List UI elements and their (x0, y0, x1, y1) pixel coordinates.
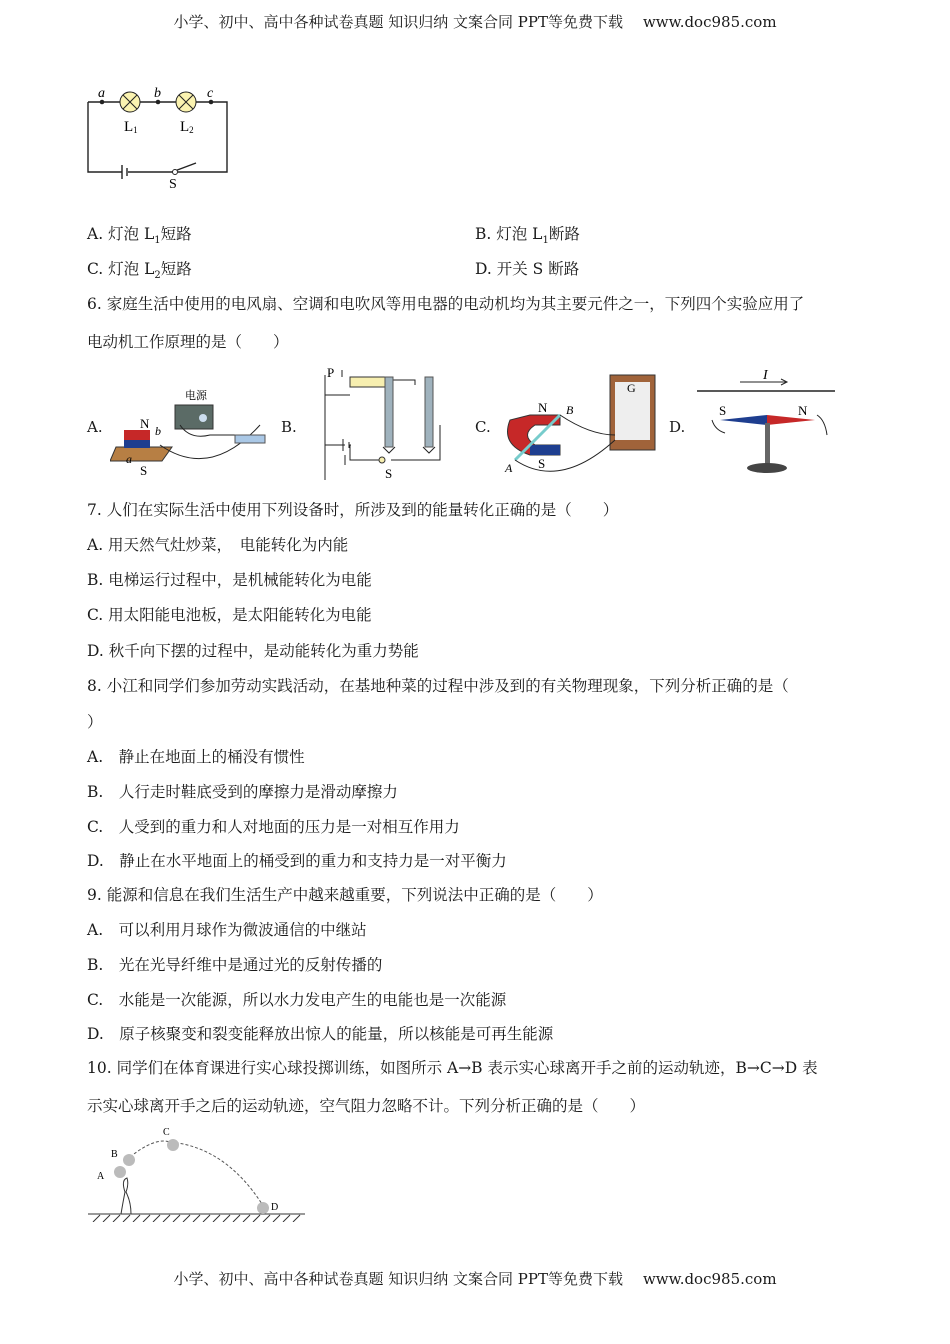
q8-stem-cont: ） (87, 713, 103, 731)
q7-option-c[interactable]: C. 用太阳能电池板，是太阳能转化为电能 (87, 606, 372, 624)
q7-option-d[interactable]: D. 秋千向下摆的过程中，是动能转化为重力势能 (87, 642, 419, 660)
header-site-link[interactable]: www.doc985.com (642, 13, 777, 31)
ball-trajectory-figure (85, 1122, 310, 1222)
rod-b-label: b (155, 424, 161, 438)
rheostat-p-label: P (327, 365, 335, 380)
point-a-label: A (97, 1171, 105, 1182)
q5-option-a[interactable]: A. 灯泡 $L_1$短路 (87, 225, 192, 247)
electromagnet-figure-b (305, 365, 455, 480)
q6-stem-cont: 电动机工作原理的是（ ） (87, 333, 289, 351)
needle-n-label: N (798, 403, 808, 418)
q8-option-b[interactable]: B. 人行走时鞋底受到的摩擦力是滑动摩擦力 (87, 783, 398, 801)
pole-s-label: S (140, 463, 148, 478)
q10-stem-cont: 示实心球离开手之后的运动轨迹，空气阻力忽略不计。下列分析正确的是（ ） (87, 1097, 646, 1115)
power-supply-label: 电源 (185, 390, 207, 402)
switch-label: S (169, 177, 177, 190)
q7-option-a[interactable]: A. 用天然气灶炒菜， 电能转化为内能 (87, 536, 349, 554)
q6-fig-option-a[interactable]: A. (87, 418, 103, 436)
point-label-b: b (154, 86, 161, 101)
q8-option-c[interactable]: C. 人受到的重力和人对地面的压力是一对相互作用力 (87, 818, 460, 836)
page-header (0, 12, 950, 32)
q6-fig-option-c[interactable]: C. (475, 418, 491, 436)
point-d-label: D (271, 1202, 279, 1213)
q9-option-d[interactable]: D. 原子核聚变和裂变能释放出惊人的能量，所以核能是可再生能源 (87, 1025, 554, 1043)
circuit-diagram (84, 85, 234, 190)
magnet-s-label: S (538, 456, 546, 471)
needle-s-label: S (719, 403, 727, 418)
q7-stem: 7. 人们在实际生活中使用下列设备时，所涉及到的能量转化正确的是（ ） (87, 501, 619, 519)
q9-stem: 9. 能源和信息在我们生活生产中越来越重要，下列说法中正确的是（ ） (87, 886, 603, 904)
header-text: 小学、初中、高中各种试卷真题 知识归纳 文案合同 PPT等免费下载 (173, 13, 623, 31)
lamp-label-l1: L1 (124, 119, 138, 135)
q9-option-b[interactable]: B. 光在光导纤维中是通过光的反射传播的 (87, 956, 383, 974)
rod-end-a-label: A (505, 461, 513, 475)
q8-option-a[interactable]: A. 静止在地面上的桶没有惯性 (87, 748, 305, 766)
rod-a-label: a (126, 452, 132, 466)
footer-text: 小学、初中、高中各种试卷真题 知识归纳 文案合同 PPT等免费下载 (173, 1270, 623, 1288)
point-b-label: B (111, 1149, 118, 1160)
oersted-figure-d (695, 365, 840, 480)
motor-experiment-figure-a (110, 385, 275, 480)
generator-figure-c (500, 370, 660, 480)
footer-site-link[interactable]: www.doc985.com (642, 1270, 777, 1288)
galvanometer-label: G (627, 381, 636, 395)
point-c-label: C (163, 1127, 170, 1138)
q9-option-a[interactable]: A. 可以利用月球作为微波通信的中继站 (87, 921, 367, 939)
q8-option-d[interactable]: D. 静止在水平地面上的桶受到的重力和支持力是一对平衡力 (87, 852, 507, 870)
q5-option-c[interactable]: C. 灯泡 $L_2$短路 (87, 260, 192, 282)
q6-stem: 6. 家庭生活中使用的电风扇、空调和电吹风等用电器的电动机均为其主要元件之一，下列四个实验应用了 (87, 295, 805, 313)
lamp-label-l2: L2 (180, 119, 194, 135)
q6-fig-option-b[interactable]: B. (281, 418, 297, 436)
q8-stem: 8. 小江和同学们参加劳动实践活动，在基地种菜的过程中涉及到的有关物理现象，下列分析正确的是（ (87, 677, 789, 695)
q10-stem: 10. 同学们在体育课进行实心球投掷训练，如图所示 A→B 表示实心球离开手之前的运动轨迹，B→C→D 表 (87, 1059, 818, 1077)
q6-fig-option-d[interactable]: D. (669, 418, 686, 436)
point-label-a: a (98, 86, 105, 101)
q5-option-d[interactable]: D. 开关 S 断路 (475, 260, 580, 278)
switch-s-label: S (385, 466, 393, 480)
q5-option-b[interactable]: B. 灯泡 $L_1$断路 (475, 225, 580, 247)
rod-end-b-label: B (566, 403, 574, 417)
magnet-n-label: N (538, 400, 548, 415)
point-label-c: c (207, 86, 214, 101)
q7-option-b[interactable]: B. 电梯运行过程中，是机械能转化为电能 (87, 571, 372, 589)
page-footer (0, 1269, 950, 1289)
q9-option-c[interactable]: C. 水能是一次能源，所以水力发电产生的电能也是一次能源 (87, 991, 507, 1009)
pole-n-label: N (140, 416, 150, 431)
current-i-label: I (763, 368, 768, 383)
